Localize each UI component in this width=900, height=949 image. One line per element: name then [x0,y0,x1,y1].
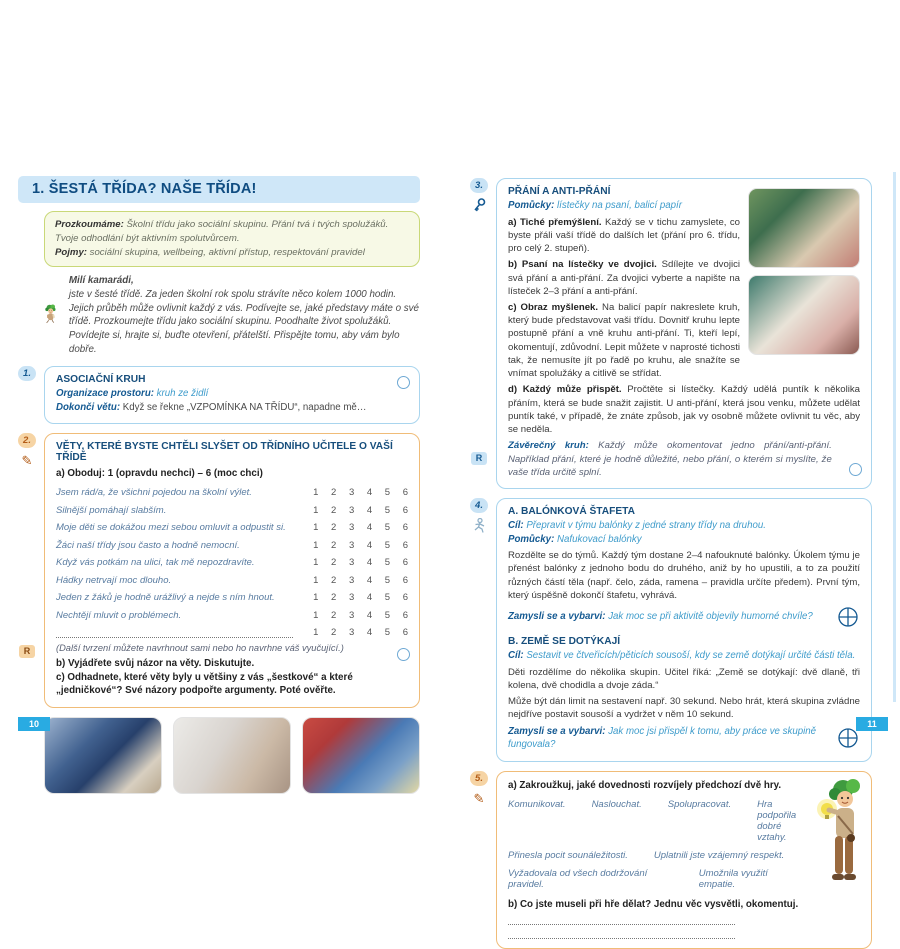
step-d-title: d) Každý může přispět. [508,384,622,396]
statements-note: (Další tvrzení můžete navrhnout sami nebo ho navrhne váš vyučující.) [56,643,344,654]
game-b-reflect-row [508,725,860,752]
answer-line[interactable] [508,925,735,939]
skill-option[interactable]: Uplatnili jste vzájemný respekt. [653,850,785,862]
section-vety [18,433,420,707]
section3-number-badge: 3. [470,178,488,193]
organization-value: kruh ze židlí [156,388,209,400]
statement-text: Silnější pomáhají slabším. [56,504,167,516]
skill-option[interactable]: Naslouchat. [591,799,642,811]
section3-box [496,178,872,489]
instruction-b: b) Co jste museli při hře dělat? Jednu věc vysvětli, okomentuj. [508,899,799,911]
section1-number-badge: 1. [18,366,36,381]
reflection-badge: R [471,452,487,465]
statement-text: Jsem rád/a, že všichni pojedou na školní výlet. [56,487,252,499]
section3-photos [748,188,860,355]
statement-text: Žáci naší třídy jsou často a hodně nemocní. [56,539,240,551]
tools-label: Pomůcky: [508,533,555,545]
section1-box [44,366,420,424]
step-c-title: c) Obraz myšlenek. [508,301,599,313]
step-c-text: Na balicí papír nakreslete kruh, který bude představovat vaši třídu. Dovnitř kruhu lepte postupně přání a vně kruhu anti-přání. Ti, kteří lepí, okomentují, zdůvodní. Lepit můžete v naprosté tichosti tak, že nemusíte jít po řadě po kruhu, ale snažíte se vnímat spolužáky a citlivě se střídat. [508,301,741,380]
section4-number-badge: 4. [470,498,488,513]
statement-text: Jeden z žáků je hodně urážlivý a nejde s ním hnout. [56,592,275,604]
write-in-statement-line[interactable] [56,628,293,638]
section1-finish-sentence [56,401,408,415]
check-circle[interactable] [849,463,862,476]
color-in-target-icon[interactable] [836,605,860,629]
section-hry [470,498,872,762]
photo-children-poster [748,275,860,355]
game-b-text2: Může být dán limit na sestavení např. 30 sekund. Nebo hrát, která skupina zvládne nejdříve postavit sousoší a vydržet v něm 10 sekund. [508,696,860,721]
tools-label: Pomůcky: [508,200,555,211]
section3-badges [470,178,496,489]
step-b-title: b) Psaní na lístečky ve dvojici. [508,259,657,271]
mascot-lightbulb-icon [805,776,867,894]
finish-label: Dokonči větu: [56,401,121,413]
photo-strip [44,717,420,794]
reflect-label: Zamysli se a vybarvi: [508,725,606,737]
page-number-left: 10 [18,717,50,731]
goal-label: Cíl: [508,520,524,532]
skill-option[interactable]: Umožnila využití empatie. [698,868,768,891]
check-circle[interactable] [397,376,410,389]
right-page [470,176,872,949]
game-b-reflect [508,725,828,752]
reflect-question: Jak moc se při aktivitě objevily humorné chvíle? [608,611,813,623]
statement-row [56,575,408,586]
section5-box [496,771,872,949]
explore-label: Prozkoumáme: [55,219,124,230]
skill-option[interactable]: Hra podpořila dobré vztahy. [757,799,797,844]
answer-line[interactable] [508,911,735,925]
step-b-text: Sdílejte ve dvojici svá přání a anti-přání. Za dvojici vyberte a napište na lísteček 2–3 přání a anti-přání. [508,259,741,297]
skill-options-row [508,868,799,890]
tools-value: lístečky na psaní, balicí papír [557,200,682,211]
rating-scale[interactable]: 1 2 3 4 5 6 [313,574,408,586]
section2-number-badge: 2. [18,433,36,448]
skill-option[interactable]: Přinesla pocit sounáležitosti. [508,850,628,862]
game-a-reflect-row [508,605,860,629]
closing-circle [508,439,832,479]
section-asociacni-kruh [18,366,420,424]
page-edge-accent [893,172,896,702]
goal-value: Přepravit v týmu balónky z jedné strany třídy na druhou. [526,520,766,532]
instruction-c: c) Odhadnete, které věty byly u většiny z vás „šestkové“ a které „jedničkové“? Své názory podpořte argumenty. Poté ověřte. [56,672,353,697]
game-b-goal [508,649,860,663]
reflection-badge: R [19,645,35,658]
section1-badges [18,366,44,424]
photo-boys-writing [44,717,162,794]
photo-children-drawing [748,188,860,268]
section5-number-badge: 5. [470,771,488,786]
section-prani [470,178,872,489]
section2-badges [18,433,44,707]
skill-option[interactable]: Vyžadovala od všech dodržování pravidel. [508,868,648,891]
page-number-right: 11 [856,717,888,731]
rating-scale[interactable]: 1 2 3 4 5 6 [313,487,408,499]
statement-row [56,522,408,533]
rating-scale[interactable]: 1 2 3 4 5 6 [313,539,408,551]
section3-heading: PŘÁNÍ A ANTI-PŘÁNÍ [508,186,611,197]
statement-text: Moje děti se dokážou mezi sebou omluvit a odpustit si. [56,522,286,534]
photo-kids-high-five [302,717,420,794]
finish-value: Když se řekne „VZPOMÍNKA NA TŘÍDU“, napadne mě… [122,401,367,413]
skill-options-row [508,799,799,843]
tools-value: Nafukovací balónky [557,533,642,545]
reflect-question: Jak moc jsi přispěl k tomu, aby práce ve skupině fungovala? [508,725,817,751]
section5-badges [470,771,496,949]
intro-terms [55,246,409,260]
pencil-icon: ✎ [21,453,33,469]
intro-explore [55,218,409,246]
step-a-text: Každý se v tichu zamyslete, co byste přáli vaší třídě do dalších let (přání pro 6. třídu, pro celý 2. stupeň). [508,216,740,255]
pencil-icon: ✎ [473,790,485,806]
game-a-goal [508,519,860,533]
game-a-text: Rozdělte se do týmů. Každý tým dostane 2–4 nafouknuté balónky. Úkolem týmu je přenést balónky z jednoho bodu do druhého, aniž by ho upustili, a to za použití různých částí těla (např. čelo, záda, ramena – pravidla určíte předem). První tým, který úspěšně dokončí štafetu, vyhrává. [508,550,860,601]
statement-text: Když vás potkám na ulici, tak mě nepozdravíte. [56,557,255,569]
statement-row [56,592,408,603]
skill-options-row [508,850,799,861]
rating-scale[interactable]: 1 2 3 4 5 6 [313,592,408,604]
rating-scale[interactable]: 1 2 3 4 5 6 [313,557,408,569]
statement-row [56,487,408,498]
instruction-a: a) Oboduj: 1 (opravdu nechci) – 6 (moc chci) [56,468,263,480]
letter-body: jste v šesté třídě. Za jeden školní rok spolu strávíte něco kolem 1000 hodin. Jejich průběh může ovlivnit každý z vás. Podívejte se, jaké představy máte o své třídě. Prozkoumejte třídu jako sociální skupinu. Poodhalte život spolužáků. Povídejte si, hrajte si, buďte otevření, přátelští. Přispějte tomu, aby vám bylo dobře. [68,288,420,356]
intro-box [44,211,420,267]
statement-text: Hádky netrvají moc dlouho. [56,574,172,586]
game-a-tools [508,533,860,547]
game-b-heading: B. ZEMĚ SE DOTÝKAJÍ [508,636,621,648]
statement-text: Nechtějí mluvit o problémech. [56,609,182,621]
section2-box [44,433,420,707]
section2-heading: VĚTY, KTERÉ BYSTE CHTĚLI SLYŠET OD TŘÍDNÍHO UČITELE O VAŠÍ TŘÍDĚ [56,441,393,464]
key-icon [470,198,488,218]
running-figure-icon [470,518,488,539]
letter-text [69,274,420,357]
game-a-heading: A. BALÓNKOVÁ ŠTAFETA [508,506,635,518]
rating-scale[interactable]: 1 2 3 4 5 6 [313,504,408,516]
closing-text: Každý může okomentovat jedno přání/anti-přání. Například přání, které je hodně důležité, nebo přání, o kterém si myslíte, že vaše třída určitě splní. [508,440,832,478]
skill-option[interactable]: Spolupracovat. [667,799,732,811]
mascot-character-icon [44,274,59,354]
game-b-text1: Děti rozdělíme do několika skupin. Učitel říká: „Země se dotýkají: dvě dlaně, tři kolena, dvě chodidla a dvoje záda.“ [508,666,860,691]
photo-two-girls-talking [173,717,291,794]
section4-box [496,498,872,762]
terms-text: sociální skupina, wellbeing, aktivní přístup, respektování pravidel [89,246,365,258]
letter-salutation: Milí kamarádi, [68,274,134,286]
section4-badges [470,498,496,762]
statement-row-blank [56,627,408,638]
statement-row [56,505,408,516]
step-d [508,383,860,436]
skill-option[interactable]: Komunikovat. [508,799,566,811]
reflect-label: Zamysli se a vybarvi: [508,611,606,623]
rating-scale[interactable]: 1 2 3 4 5 6 [313,627,408,639]
closing-label: Závěrečný kruh: [508,440,589,452]
chapter-title: 1. ŠESTÁ TŘÍDA? NAŠE TŘÍDA! [18,176,420,203]
step-d-text: Pročtěte si lístečky. Každý udělá puntík k několika přáním, která se bude snažit zajistit. U anti-přání, která jsou venku, můžete udělat puntík také, v případě, že znáte způsob, jak vy osobně můžete ovlivnit tu věc, aby se neděla. [508,384,861,436]
statement-row [56,540,408,551]
explore-text: Školní třídu jako sociální skupinu. Přání tvá i tvých spolužáků. Tvoje odhodlání být aktivním spolutvůrcem. [55,219,389,244]
instruction-a: a) Zakroužkuj, jaké dovednosti rozvíjely předchozí dvě hry. [508,779,782,791]
left-page [18,176,420,794]
rating-scale[interactable]: 1 2 3 4 5 6 [313,609,408,621]
step-a-title: a) Tiché přemýšlení. [508,216,602,228]
section1-organization [56,387,408,401]
section-dovednosti [470,771,872,949]
statement-row [56,557,408,568]
goal-label: Cíl: [508,650,524,662]
goal-value: Sestavit ve čtveřicích/pěticích sousoší, kdy se země dotýkají určité části těla. [526,650,856,662]
statement-row [56,610,408,621]
organization-label: Organizace prostoru: [56,388,154,400]
instruction-b: b) Vyjádřete svůj názor na věty. Diskutujte. [56,658,255,670]
game-a-reflect [508,610,828,624]
terms-label: Pojmy: [55,246,87,258]
mascot-letter [44,274,420,357]
section1-heading: ASOCIAČNÍ KRUH [56,374,146,386]
check-circle[interactable] [397,648,410,661]
rating-scale[interactable]: 1 2 3 4 5 6 [313,522,408,534]
